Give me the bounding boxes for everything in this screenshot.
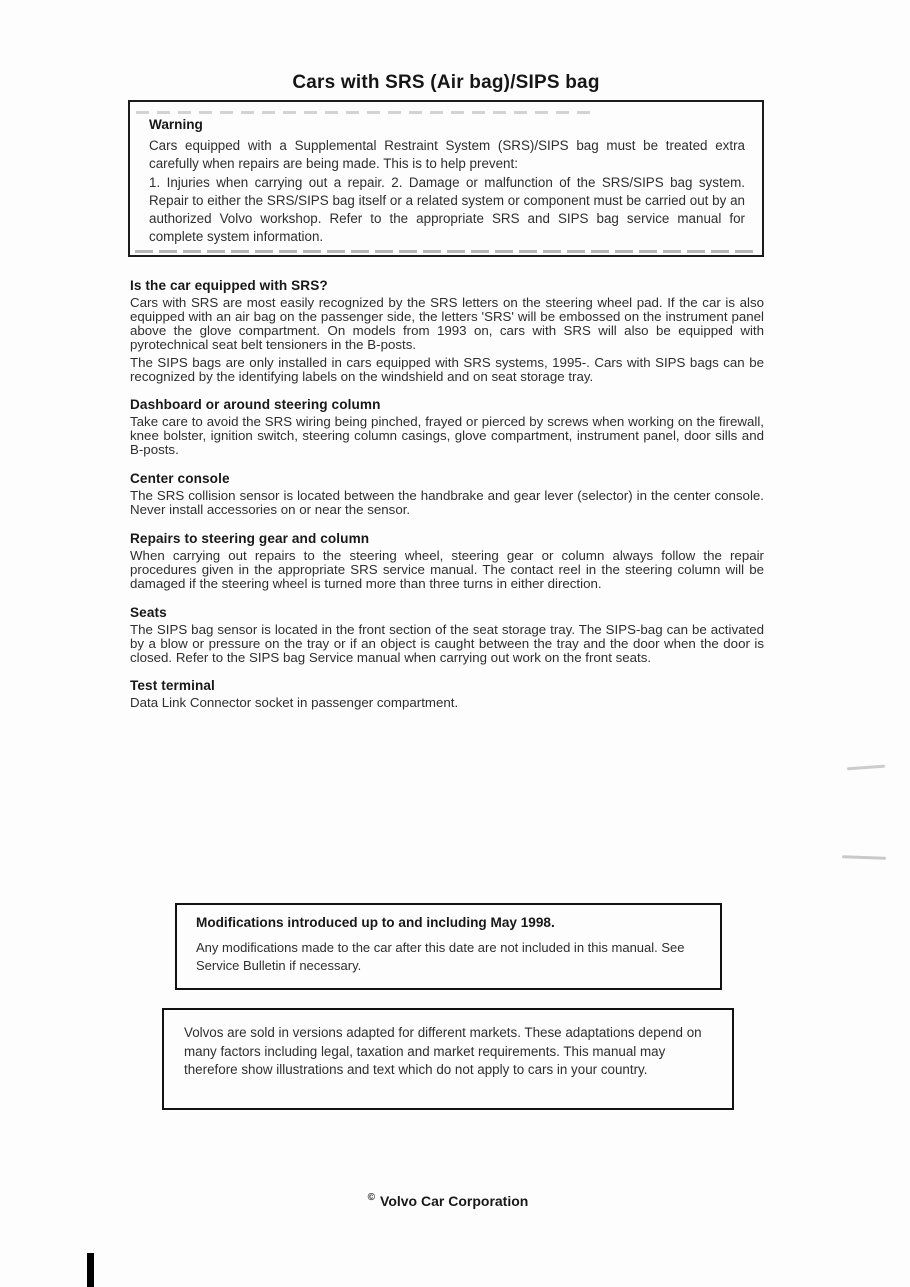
scan-smudge-top (136, 111, 591, 114)
body-sections (130, 279, 764, 725)
scan-artifact-dash (842, 855, 886, 860)
copyright-text: Volvo Car Corporation (380, 1193, 529, 1209)
copyright-footer (0, 1192, 896, 1209)
section-dashboard-steering-column (130, 398, 764, 457)
section-heading: Seats (130, 604, 167, 620)
section-paragraph: The SRS collision sensor is located between the handbrake and gear lever (selector) in the center console. Never install accessories on or near the sensor. (130, 488, 764, 518)
section-paragraph: The SIPS bags are only installed in cars equipped with SRS systems, 1995-. Cars with SIPS bags can be recognized by the identifying labels on the windshield and on seat storage tray. (130, 354, 764, 384)
section-heading: Repairs to steering gear and column (130, 530, 370, 546)
section-repairs-steering-gear (130, 532, 764, 591)
scan-artifact-bar (87, 1253, 94, 1287)
section-heading: Center console (130, 471, 230, 487)
warning-paragraph: 1. Injuries when carrying out a repair. 2. Damage or malfunction of the SRS/SIPS bag system. Repair to either the SRS/SIPS bag itself or a related system or component must be carried out by an authorized Volvo workshop. Refer to the appropriate SRS and SIPS bag service manual for complete system information. (149, 174, 745, 245)
warning-box (128, 100, 764, 257)
section-paragraph: Cars with SRS are most easily recognized by the SRS letters on the steering wheel pad. If the car is also equipped with an air bag on the passenger side, the letters 'SRS' will be embossed on the instrument panel above the glove compartment. On models from 1993 on, cars with SRS will also be equipped with pyrotechnical seat belt tensioners in the B-posts. (130, 295, 764, 352)
section-paragraph: Data Link Connector socket in passenger compartment. (130, 695, 459, 711)
copyright-symbol: © (367, 1192, 376, 1203)
modifications-body: Any modifications made to the car after this date are not included in this manual. See Service Bulletin if necessary. (196, 940, 685, 973)
section-paragraph: The SIPS bag sensor is located in the front section of the seat storage tray. The SIPS-bag can be activated by a blow or pressure on the tray or if an object is caught between the tray and the door when the door is closed. Refer to the SIPS bag Service manual when carrying out work on the front seats. (130, 621, 764, 665)
market-adaptation-box (162, 1008, 734, 1110)
modifications-box (175, 903, 722, 990)
section-heading: Is the car equipped with SRS? (130, 278, 328, 293)
modifications-heading: Modifications introduced up to and including May 1998. (196, 915, 555, 930)
warning-heading: Warning (149, 117, 203, 132)
section-heading: Test terminal (130, 678, 215, 694)
section-seats (130, 606, 764, 665)
warning-paragraph: Cars equipped with a Supplemental Restraint System (SRS)/SIPS bag must be treated extra carefully when repairs are being made. This is to help prevent: (149, 138, 745, 172)
scan-smudge-bottom (135, 250, 755, 253)
market-adaptation-body: Volvos are sold in versions adapted for different markets. These adaptations depend on many factors including legal, taxation and market requirements. This manual may therefore show illustrations and text which do not apply to cars in your country. (184, 1025, 702, 1078)
section-heading: Dashboard or around steering column (130, 397, 381, 413)
scan-artifact-dash (847, 765, 885, 771)
section-test-terminal (130, 679, 764, 710)
section-is-the-car-equipped-with-srs (130, 279, 764, 383)
section-paragraph: When carrying out repairs to the steering wheel, steering gear or column always follow the repair procedures given in the appropriate SRS service manual. The contact reel in the steering column will be damaged if the steering wheel is turned more than three turns in either direction. (130, 547, 764, 591)
section-paragraph: Take care to avoid the SRS wiring being pinched, frayed or pierced by screws when working on the firewall, knee bolster, ignition switch, steering column casings, glove compartment, instrument panel, door sills and B-posts. (130, 414, 764, 458)
page-title: Cars with SRS (Air bag)/SIPS bag (292, 72, 600, 93)
section-center-console (130, 472, 764, 517)
